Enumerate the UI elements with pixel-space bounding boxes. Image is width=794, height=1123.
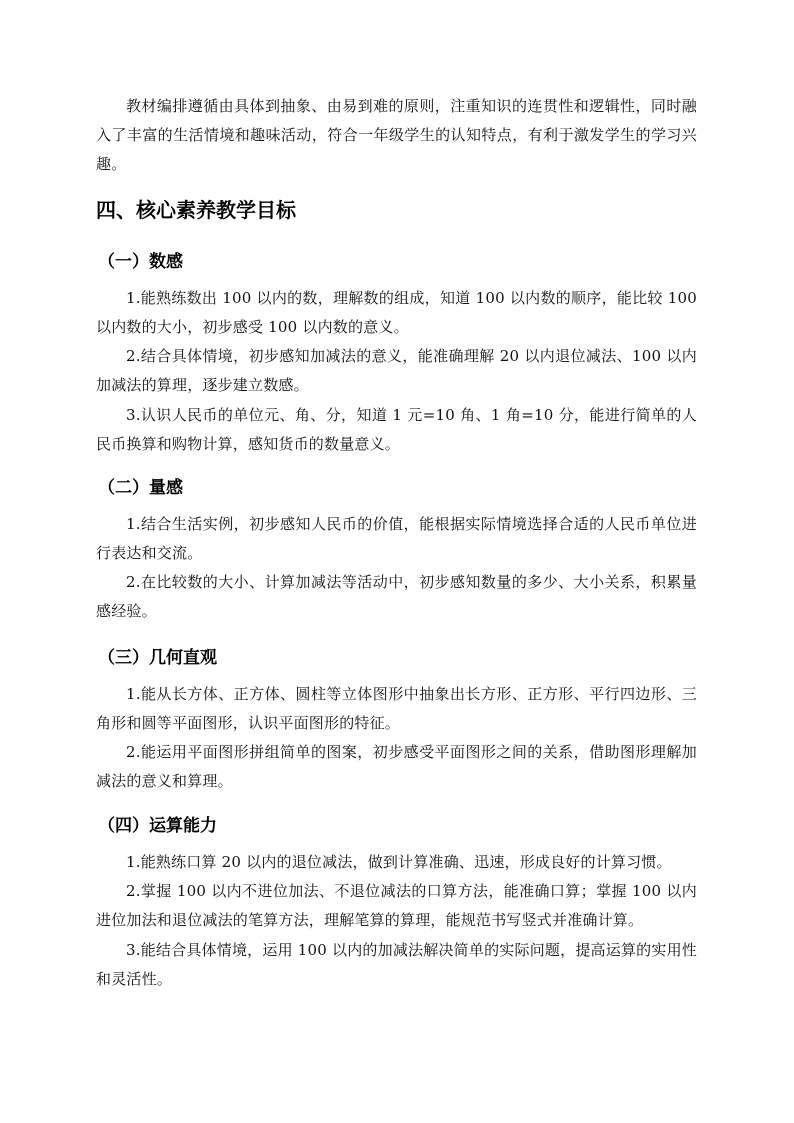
quantity-sense-item-2: 2.在比较数的大小、计算加减法等活动中，初步感知数量的多少、大小关系，积累量感经验。 (96, 573, 697, 620)
calculation-ability-item-2: 2.掌握 100 以内不进位加法、不退位减法的口算方法，能准确口算；掌握 100 以内进位加法和退位减法的笔算方法，理解笔算的算理，能规范书写竖式并准确计算。 (96, 882, 697, 929)
subsection-heading-calculation-ability: （四）运算能力 (98, 816, 217, 836)
subsection-heading-quantity-sense: （二）量感 (98, 478, 183, 498)
geometric-intuition-item-2: 2.能运用平面图形拼组简单的图案，初步感受平面图形之间的关系，借助图形理解加减法的意义和算理。 (96, 743, 697, 790)
intro-paragraph: 教材编排遵循由具体到抽象、由易到难的原则，注重知识的连贯性和逻辑性，同时融入了丰富的生活情境和趣味活动，符合一年级学生的认知特点，有利于激发学生的学习兴趣。 (96, 97, 697, 173)
subsection-heading-geometric-intuition: （三）几何直观 (98, 648, 217, 668)
number-sense-item-2: 2.结合具体情境，初步感知加减法的意义，能准确理解 20 以内退位减法、100 以内加减法的算理，逐步建立数感。 (96, 347, 697, 394)
geometric-intuition-item-1: 1.能从长方体、正方体、圆柱等立体图形中抽象出长方形、正方形、平行四边形、三角形和圆等平面图形，认识平面图形的特征。 (96, 685, 697, 732)
subsection-heading-number-sense: （一）数感 (98, 252, 183, 272)
number-sense-item-1: 1.能熟练数出 100 以内的数，理解数的组成，知道 100 以内数的顺序，能比较 100 以内数的大小，初步感受 100 以内数的意义。 (96, 289, 697, 336)
section-title: 四、核心素养教学目标 (96, 198, 296, 222)
number-sense-item-3: 3.认识人民币的单位元、角、分，知道 1 元=10 角、1 角=10 分，能进行简单的人民币换算和购物计算，感知货币的数量意义。 (96, 406, 697, 453)
calculation-ability-item-3: 3.能结合具体情境，运用 100 以内的加减法解决简单的实际问题，提高运算的实用性和灵活性。 (96, 941, 697, 988)
quantity-sense-item-1: 1.结合生活实例，初步感知人民币的价值，能根据实际情境选择合适的人民币单位进行表达和交流。 (96, 515, 697, 562)
calculation-ability-item-1: 1.能熟练口算 20 以内的退位减法，做到计算准确、迅速，形成良好的计算习惯。 (126, 853, 672, 871)
